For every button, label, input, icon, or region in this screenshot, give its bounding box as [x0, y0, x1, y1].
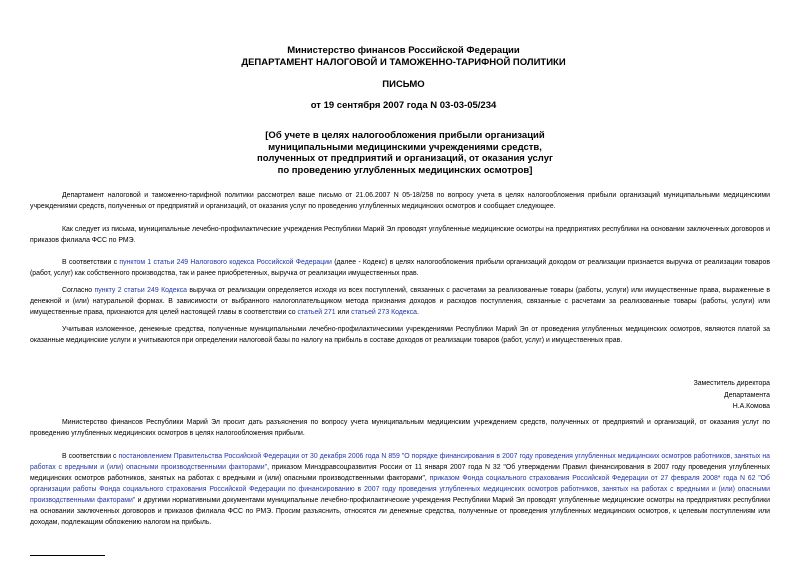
link-article-271[interactable]: статьей 271	[297, 309, 336, 316]
document-subject	[240, 130, 570, 176]
ministry-name: Министерство финансов Российской Федерации	[287, 45, 520, 56]
signature-title: Заместитель директора	[693, 380, 770, 387]
footnote-divider	[30, 555, 105, 556]
text-segment: .	[417, 309, 419, 316]
link-article-249-p2[interactable]: пункту 2 статьи 249 Кодекса	[94, 287, 187, 294]
subject-line-4: по проведению углубленных медицинских осмотров]	[277, 164, 533, 176]
signature-name: Н.А.Комова	[732, 403, 770, 410]
document-type: ПИСЬМО	[382, 79, 425, 90]
link-article-249-p1[interactable]: пунктом 1 статьи 249 Налогового кодекса Российской Федерации	[119, 259, 332, 266]
body-paragraph-4	[30, 285, 770, 318]
link-article-273[interactable]: статьей 273 Кодекса	[351, 309, 417, 316]
document-date-number: от 19 сентября 2007 года N 03-03-05/234	[310, 100, 497, 111]
text-segment: В соответствии с	[62, 453, 119, 460]
text-segment: и другими нормативными документами муниципальные лечебно-профилактические учреждения Республики Марий Эл проводят углубленные медицинские осмотры на предприятиях республики на основании заключенных договоров и приказов филиала ФСС по РМЭ. Просим разъяснить, относятся ли денежные средства, полученные от проведения углубленных медицинских осмотров, к целевым поступлениям или доходам, подлежащим обложению налогом на прибыль.	[30, 497, 770, 526]
text-segment: , приказом Минздравсоцразвития России от 11 января 2007 года N 32 "Об утверждении Правил финансирования в 2007 году проведения углубленных медицинских осмотров работников, занятых на работах с вредными и (или) опасными производственными факторами",	[30, 464, 770, 482]
subject-line-3: полученных от предприятий и организаций, от оказания услуг	[257, 153, 553, 164]
department-name: ДЕПАРТАМЕНТ НАЛОГОВОЙ И ТАМОЖЕННО-ТАРИФНОЙ ПОЛИТИКИ	[241, 57, 566, 68]
link-government-resolution-859[interactable]: постановлением Правительства Российской Федерации от 30 декабря 2006 года N 859 "О порядке финансирования в 2007 году проведения углубленных медицинских осмотров работников, занятых на работах с вредными и (или) опасными производственными факторами"	[30, 453, 770, 471]
subject-line-2: муниципальными медицинскими учреждениями средств,	[268, 141, 542, 153]
text-segment: (далее - Кодекс) в целях налогообложения прибыли организаций доходом от реализации признается выручка от реализации товаров (работ, услуг) как собственного производства, так и ранее приобретенных, выручка от реализации имущественных прав.	[30, 259, 770, 277]
body-paragraph-5: Учитывая изложенное, денежные средства, полученные муниципальными лечебно-профилактическими учреждениями Республики Марий Эл от проведения углубленных медицинских осмотров, являются платой за оказанные медицинские услуги и учитываются при определении налоговой базы по налогу на прибыль в составе доходов от реализации товаров (работ, услуг) и имущественных прав.	[30, 326, 770, 344]
request-paragraph-2	[30, 451, 770, 528]
text-segment: Согласно	[62, 287, 95, 294]
body-paragraph-2: Как следует из письма, муниципальные лечебно-профилактические учреждения Республики Марий Эл проводят углубленные медицинские осмотры на предприятиях республики на основании заключенных договоров и приказов филиала ФСС по РМЭ.	[30, 226, 770, 244]
signature-block	[570, 378, 770, 413]
text-segment: В соответствии с	[62, 259, 120, 266]
text-segment: выручка от реализации определяется исходя из всех поступлений, связанных с расчетами за реализованные товары (работы, услуги) или имущественные права, выраженные в денежной и (или) натуральной формах. В зависимости от выбранного налогоплательщиком метода признания доходов и расходов поступления, связанные с расчетами за реализованные товары (работы, услуги) или имущественные права, признаются для целей настоящей главы в соответствии со	[30, 287, 770, 316]
link-fss-order-62[interactable]: приказом Фонда социального страхования Российской Федерации от 27 февраля 2008* года N 62 "Об организации работы Фонда социального страхования Российской Федерации по финансированию в 2007 году проведения углубленных медицинских осмотров работников, занятых на работах с вредными и (или) опасными производственными факторами"	[30, 475, 770, 504]
body-paragraph-1: Департамент налоговой и таможенно-тарифной политики рассмотрел ваше письмо от 21.06.2007 N 05-18/258 по вопросу учета в целях налогообложения прибыли организаций муниципальными медицинскими учреждениями средств, полученных от предприятий и организаций, от оказания услуг по проведению углубленных медицинских осмотров и сообщает следующее.	[30, 192, 770, 210]
text-segment: или	[335, 309, 352, 316]
subject-line-1: [Об учете в целях налогообложения прибыли организаций	[265, 130, 545, 141]
body-paragraph-3	[30, 257, 770, 279]
signature-unit: Департамента	[724, 391, 770, 399]
request-paragraph-1: Министерство финансов Республики Марий Эл просит дать разъяснения по вопросу учета муниципальным медицинским учреждением средств, полученных от предприятий и организаций, от оказания услуг по проведению углубленных медицинских осмотров в целях налогообложения прибыли.	[30, 419, 770, 437]
